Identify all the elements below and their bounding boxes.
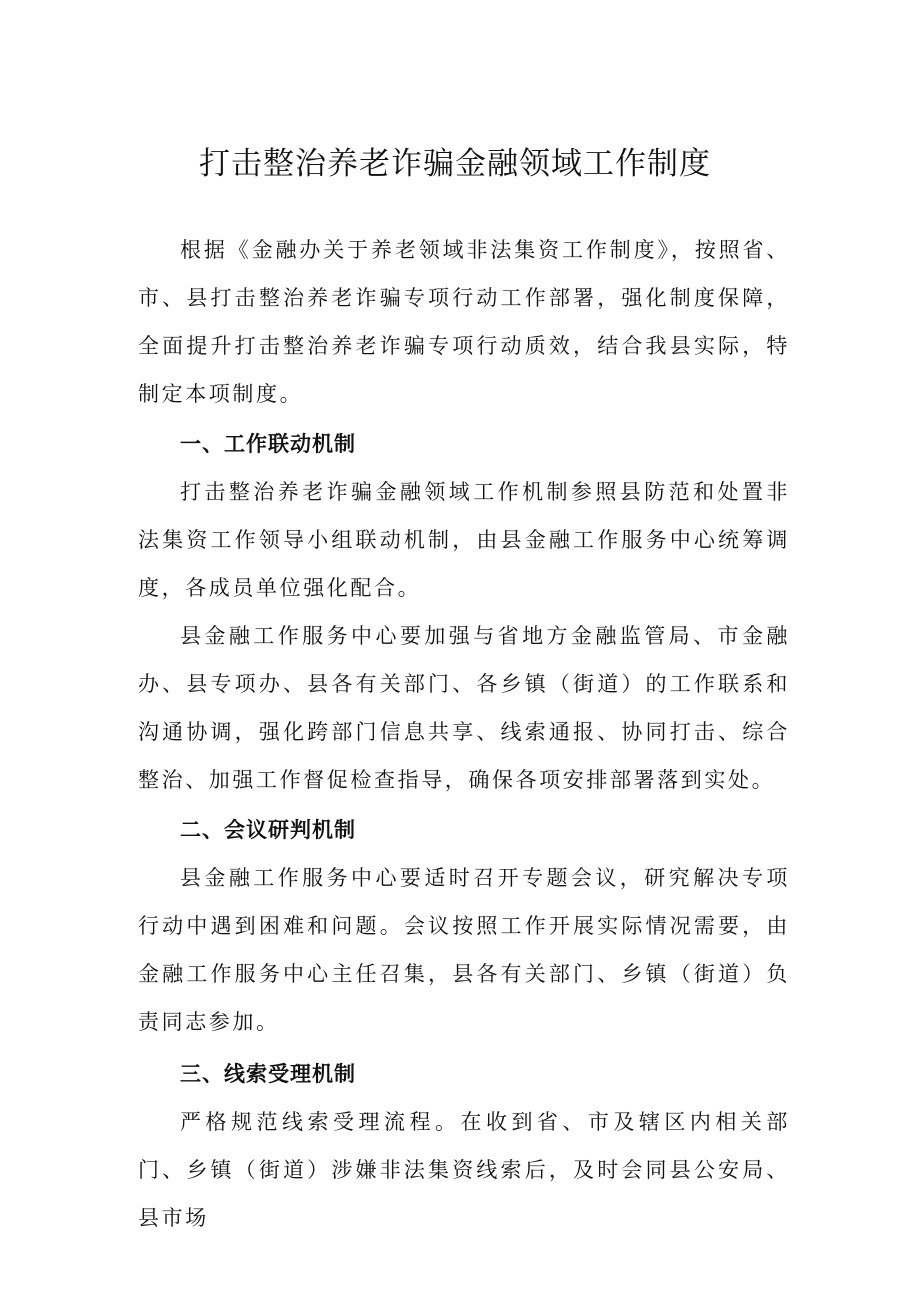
section-heading-3: 三、线索受理机制 [180, 1062, 356, 1086]
section-heading-1: 一、工作联动机制 [180, 432, 356, 456]
section-2-paragraph-1: 县金融工作服务中心要适时召开专题会议，研究解决专项行动中遇到困难和问题。会议按照工作开展实际情况需要，由金融工作服务中心主任召集，县各有关部门、乡镇（街道）负责同志参加。 [138, 866, 790, 1034]
intro-paragraph: 根据《金融办关于养老领域非法集资工作制度》，按照省、市、县打击整治养老诈骗专项行动工作部署，强化制度保障，全面提升打击整治养老诈骗专项行动质效，结合我县实际，特制定本项制度。 [138, 238, 790, 406]
section-heading-2: 二、会议研判机制 [180, 818, 356, 842]
document-body [138, 226, 790, 1242]
section-1-paragraph-1: 打击整治养老诈骗金融领域工作机制参照县防范和处置非法集资工作领导小组联动机制，由县金融工作服务中心统筹调度，各成员单位强化配合。 [138, 480, 790, 600]
section-3-paragraph-1: 严格规范线索受理流程。在收到省、市及辖区内相关部门、乡镇（街道）涉嫌非法集资线索后，及时会同县公安局、县市场 [138, 1110, 790, 1230]
document-title: 打击整治养老诈骗金融领域工作制度 [199, 146, 711, 182]
section-1-paragraph-2: 县金融工作服务中心要加强与省地方金融监管局、市金融办、县专项办、县各有关部门、各乡镇（街道）的工作联系和沟通协调，强化跨部门信息共享、线索通报、协同打击、综合整治、加强工作督促检查指导，确保各项安排部署落到实处。 [138, 624, 790, 792]
